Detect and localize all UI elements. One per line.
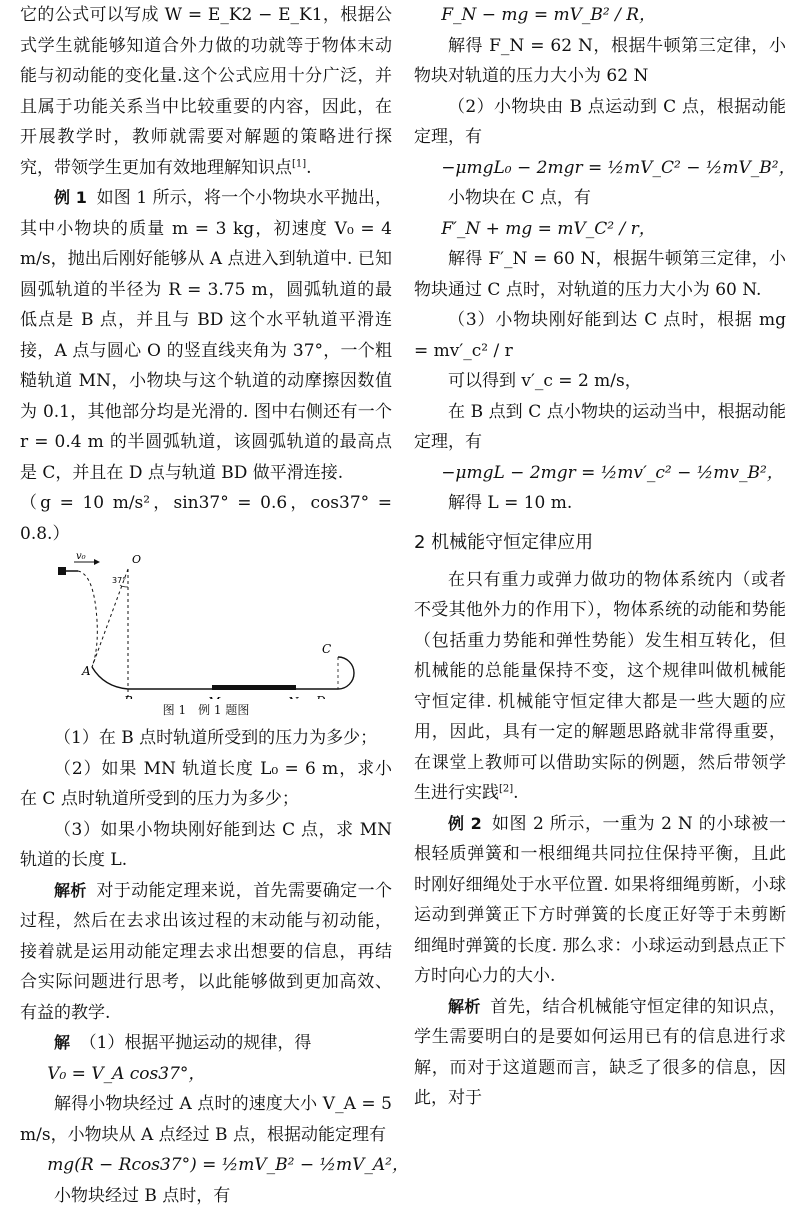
intro-paragraph: 它的公式可以写成 W = E_K2 − E_K1，根据公式学生就能够知道合外力做的功就等于物体末动能与初动能的变化量.这个公式应用十分广泛，并且属于功能关系当中比较重要的内容，因此，在开展教学时，教师就需要对解题的策略进行探究，带领学生更加有效地理解知识点[1]. bbox=[20, 0, 392, 183]
analysis-2-label: 解析 bbox=[448, 997, 481, 1016]
equation-2: mg(R − Rcos37°) = ½mV_B² − ½mV_A²， bbox=[20, 1150, 392, 1181]
solution-1-intro: 解 （1）根据平抛运动的规律，得 bbox=[20, 1028, 392, 1059]
result-2: 解得 F′_N = 60 N，根据牛顿第三定律，小物块通过 C 点时，对轨道的压力大小为 60 N. bbox=[414, 244, 786, 305]
semicircle-track bbox=[338, 657, 354, 689]
solution-3-text: 在 B 点到 C 点小物块的运动当中，根据动能定理，有 bbox=[414, 397, 786, 458]
label-n bbox=[287, 695, 299, 699]
question-1: （1）在 B 点时轨道所受到的压力为多少； bbox=[20, 723, 392, 754]
velocity-arrowhead bbox=[94, 559, 100, 565]
equation-4: −μmgL₀ − 2mgr = ½mV_C² − ½mV_B²， bbox=[414, 153, 786, 184]
label-o: O bbox=[132, 553, 141, 566]
analysis-1-label: 解析 bbox=[54, 881, 87, 900]
solution-2-c-point: 小物块在 C 点，有 bbox=[414, 183, 786, 214]
equation-5: F′_N + mg = mV_C² / r， bbox=[414, 214, 786, 245]
label-angle: 37° bbox=[112, 576, 126, 585]
projectile-trajectory bbox=[78, 571, 97, 667]
solution-3-velocity: 可以得到 v′_c = 2 m/s， bbox=[414, 366, 786, 397]
question-2: （2）如果 MN 轨道长度 L₀ = 6 m，求小在 C 点时轨道所受到的压力为多少； bbox=[20, 754, 392, 815]
label-d bbox=[315, 694, 326, 699]
solution-label: 解 bbox=[54, 1033, 70, 1052]
label-m bbox=[207, 695, 221, 699]
example-1-label: 例 1 bbox=[54, 188, 87, 207]
example-1: 例 1 如图 1 所示，将一个小物块水平抛出，其中小物块的质量 m = 3 kg，初速度 V₀ = 4 m/s，抛出后刚好能够从 A 点进入到轨道中. 已知圆弧轨道的半径为 R = 3.75 m，圆弧轨道的最低点是 B 点，并且与 BD 这个水平轨道平滑连接，A 点与圆心 O 的竖直线夹角为 37°，一个粗糙轨道 MN，小物块与这个轨道的动摩擦因数值为 0.1，其他部分均是光滑的. 图中右侧还有一个 r = 0.4 m 的半圆弧轨道，该圆弧轨道的最高点是 C，并且在 D 点与轨道 BD 做平滑连接. bbox=[20, 183, 392, 488]
example-2: 例 2 如图 2 所示，一重为 2 N 的小球被一根轻质弹簧和一根细绳共同拉住保持平衡，且此时刚好细绳处于水平位置. 如果将细绳剪断，小球运动到弹簧正下方时弹簧的长度正好等于未剪断细绳时弹簧的长度. 那么求：小球运动到悬点正下方时向心力的大小. bbox=[414, 809, 786, 992]
example-2-label: 例 2 bbox=[448, 814, 482, 833]
label-a: A bbox=[81, 664, 91, 678]
citation-2[interactable]: [2] bbox=[499, 783, 513, 794]
figure-1 bbox=[20, 549, 392, 699]
equation-6: −μmgL − 2mgr = ½mv′_c² − ½mv_B²， bbox=[414, 458, 786, 489]
right-column bbox=[414, 0, 786, 1114]
solution-1-text: 解得小物块经过 A 点时的速度大小 V_A = 5 m/s，小物块从 A 点经过 B 点，根据动能定理有 bbox=[20, 1089, 392, 1150]
analysis-1: 解析 对于动能定理来说，首先需要确定一个过程，然后在去求出该过程的末动能与初动能，接着就是运用动能定理去求出想要的信息，再结合实际问题进行思考，以此能够做到更加高效、有益的教学. bbox=[20, 876, 392, 1029]
result-3: 解得 L = 10 m. bbox=[414, 488, 786, 519]
label-v0: v₀ bbox=[76, 551, 86, 562]
analysis-2: 解析 首先，结合机械能守恒定律的知识点，学生需要明白的是要如何运用已有的信息进行求解，而对于这道题而言，缺乏了很多的信息，因此，对于 bbox=[414, 992, 786, 1114]
label-b bbox=[123, 694, 133, 699]
solution-1-b-point: 小物块经过 B 点时，有 bbox=[20, 1181, 392, 1211]
left-column bbox=[20, 0, 392, 1211]
equation-3: F_N − mg = mV_B² / R， bbox=[414, 0, 786, 31]
figure-1-caption: 图 1 例 1 题图 bbox=[20, 699, 392, 721]
rough-track-mn bbox=[212, 685, 296, 690]
section-2-paragraph: 在只有重力或弹力做功的物体系统内（或者不受其他外力的作用下），物体系统的动能和势能（包括重力势能和弹性势能）发生相互转化，但机械能的总能量保持不变，这个规律叫做机械能守恒定律. 机械能守恒定律大都是一些大题的应用，因此，具有一定的解题思路就非常得重要，在课堂上教师可以借助实际的例题，然后带领学生进行实践[2]. bbox=[414, 565, 786, 809]
arc-track bbox=[92, 667, 128, 689]
figure-1-diagram bbox=[20, 549, 392, 699]
citation-1[interactable]: [1] bbox=[292, 158, 306, 169]
section-heading: 2 机械能守恒定律应用 bbox=[414, 525, 786, 561]
example-1-given: （g = 10 m/s²，sin37° = 0.6，cos37° = 0.8.） bbox=[20, 488, 392, 549]
question-3: （3）如果小物块刚好能到达 C 点，求 MN 轨道的长度 L. bbox=[20, 815, 392, 876]
solution-3-intro: （3）小物块刚好能到达 C 点时，根据 mg = mv′_c² / r bbox=[414, 305, 786, 366]
equation-1: V₀ = V_A cos37°， bbox=[20, 1059, 392, 1090]
launcher-block bbox=[58, 567, 66, 575]
result-1: 解得 F_N = 62 N，根据牛顿第三定律，小物块对轨道的压力大小为 62 N bbox=[414, 31, 786, 92]
label-c: C bbox=[322, 642, 331, 656]
solution-2-intro: （2）小物块由 B 点运动到 C 点，根据动能定理，有 bbox=[414, 92, 786, 153]
